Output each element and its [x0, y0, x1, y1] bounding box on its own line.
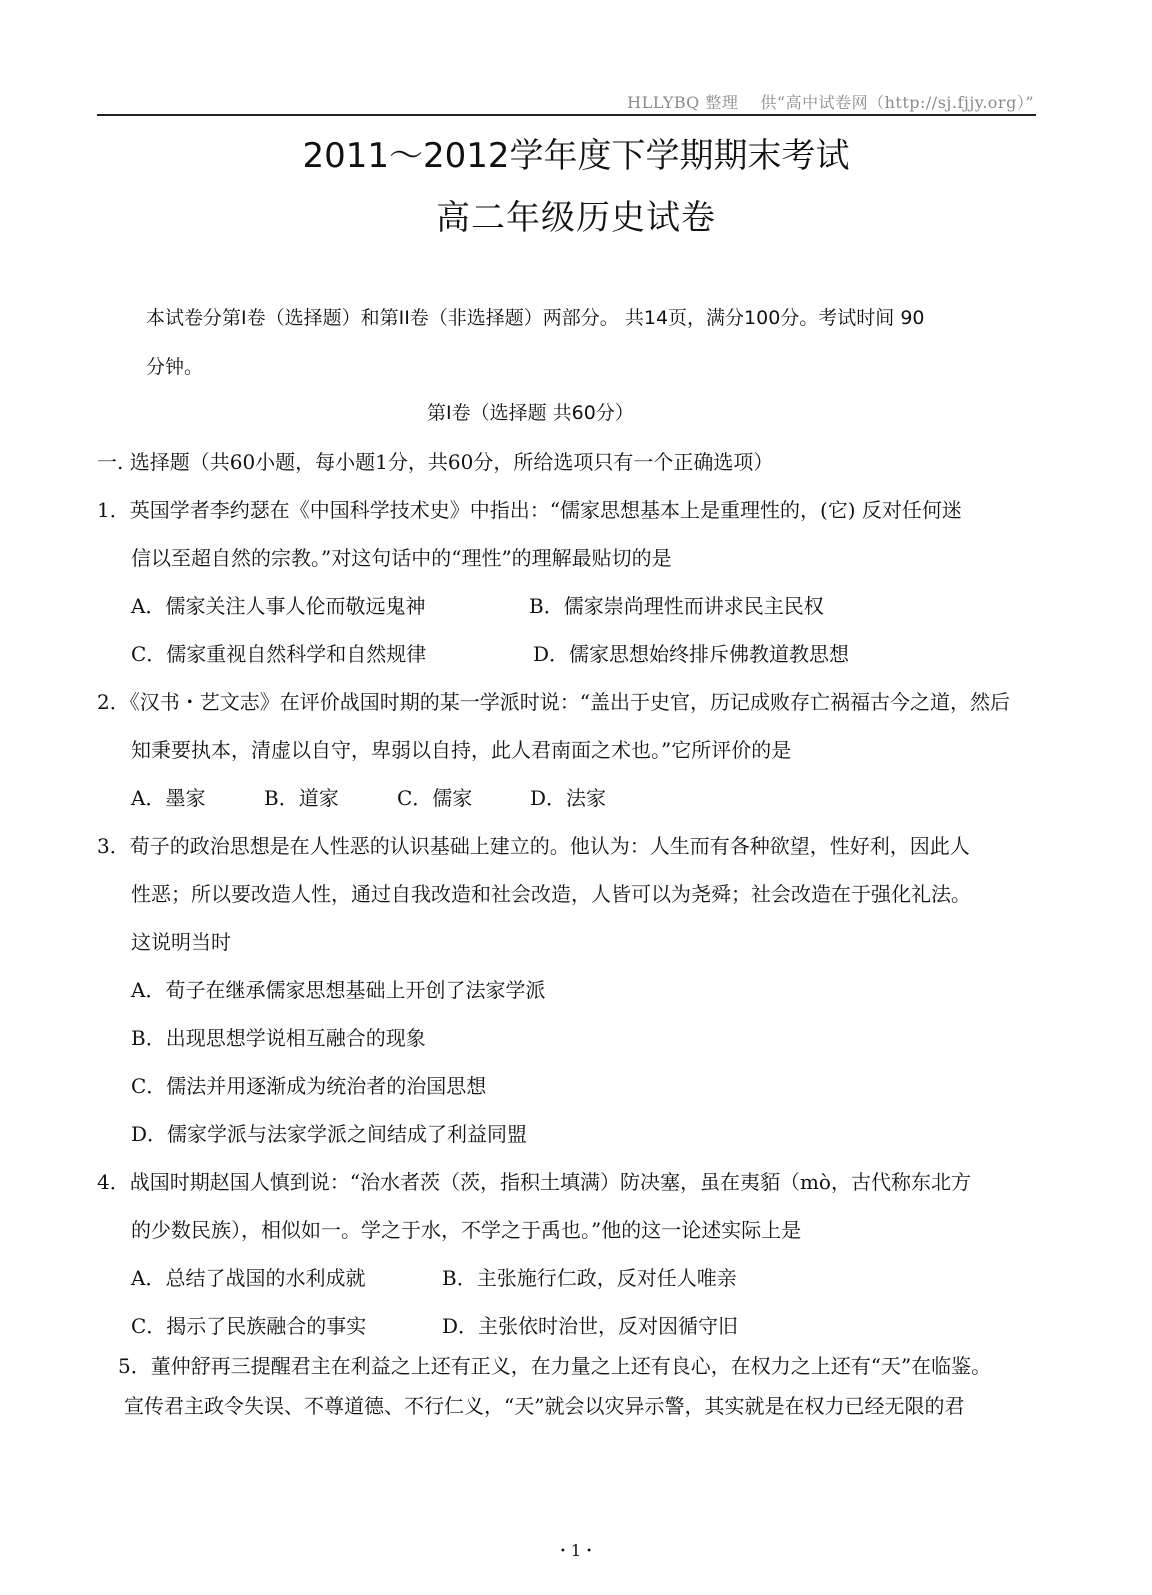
question-3-stem-line-2: 性恶；所以要改造人性，通过自我改造和社会改造，人皆可以为尧舜；社会改造在于强化礼法。 — [131, 882, 971, 906]
question-4-option-d: D．主张依时治世，反对因循守旧 — [442, 1314, 739, 1338]
question-3-option-c: C．儒法并用逐渐成为统治者的治国思想 — [131, 1074, 487, 1098]
question-1-option-a: A．儒家关注人事人伦而敬远鬼神 — [131, 594, 426, 618]
question-3-stem-line-3: 这说明当时 — [131, 930, 231, 954]
question-3-option-b: B．出现思想学说相互融合的现象 — [131, 1026, 426, 1050]
page-number: ・1・ — [554, 1541, 598, 1560]
question-1-option-d: D．儒家思想始终排斥佛教道教思想 — [533, 642, 850, 666]
question-4-option-b: B．主张施行仁政，反对任人唯亲 — [442, 1266, 737, 1290]
question-4-stem-line-1: 4．战国时期赵国人慎到说：“治水者茨（茨，指积土填满）防决塞，虽在夷貊（mò，古代称东北方 — [97, 1170, 971, 1194]
question-2-option-a: A．墨家 — [131, 786, 206, 810]
question-4-stem-line-2: 的少数民族），相似如一。学之于水，不学之于禹也。”他的这一论述实际上是 — [131, 1218, 802, 1242]
question-2-stem-line-2: 知秉要执本，清虚以自守，卑弱以自持，此人君南面之术也。”它所评价的是 — [131, 738, 792, 762]
question-4-option-a: A．总结了战国的水利成就 — [131, 1266, 366, 1290]
question-2-option-d: D．法家 — [530, 786, 607, 810]
question-2-option-c: C．儒家 — [397, 786, 473, 810]
question-1-option-b: B．儒家崇尚理性而讲求民主民权 — [529, 594, 824, 618]
question-1-option-c: C．儒家重视自然科学和自然规律 — [131, 642, 427, 666]
question-1-stem-line-1: 1．英国学者李约瑟在《中国科学技术史》中指出：“儒家思想基本上是重理性的，(它) 反对任何迷 — [97, 498, 962, 522]
question-3-stem-line-1: 3．荀子的政治思想是在人性恶的认识基础上建立的。他认为：人生而有各种欲望，性好利，因此人 — [97, 834, 970, 858]
question-2-option-b: B．道家 — [264, 786, 339, 810]
exam-title: 2011～2012学年度下学期期末考试 — [302, 136, 850, 176]
question-4-option-c: C．揭示了民族融合的事实 — [131, 1314, 367, 1338]
header-source-note: HLLYBQ 整理 供“高中试卷网（http://sj.fjjy.org）” — [627, 93, 1034, 112]
header-rule — [97, 114, 1036, 116]
question-5-stem-line-2: 宣传君主政令失误、不尊道德、不行仁义，“天”就会以灾异示警，其实就是在权力已经无限的君 — [124, 1394, 965, 1418]
question-1-stem-line-2: 信以至超自然的宗教。”对这句话中的“理性”的理解最贴切的是 — [131, 546, 672, 570]
part-heading: 一. 选择题（共60小题，每小题1分，共60分，所给选项只有一个正确选项） — [97, 450, 774, 474]
intro-line-2: 分钟。 — [146, 356, 204, 378]
section-heading: 第Ⅰ卷（选择题 共60分） — [427, 402, 634, 424]
question-5-stem-line-1: 5．董仲舒再三提醒君主在利益之上还有正义，在力量之上还有良心，在权力之上还有“天”在临鉴。 — [118, 1354, 992, 1378]
exam-subtitle: 高二年级历史试卷 — [436, 198, 716, 238]
question-3-option-a: A．荀子在继承儒家思想基础上开创了法家学派 — [131, 978, 546, 1002]
question-2-stem-line-1: 2．《汉书・艺文志》在评价战国时期的某一学派时说：“盖出于史官，历记成败存亡祸福古今之道，然后 — [97, 690, 1010, 714]
question-3-option-d: D．儒家学派与法家学派之间结成了利益同盟 — [131, 1122, 528, 1146]
intro-line-1: 本试卷分第Ⅰ卷（选择题）和第ⅠⅠ卷（非选择题）两部分。 共14页，满分100分。考试时间 90 — [146, 307, 925, 329]
